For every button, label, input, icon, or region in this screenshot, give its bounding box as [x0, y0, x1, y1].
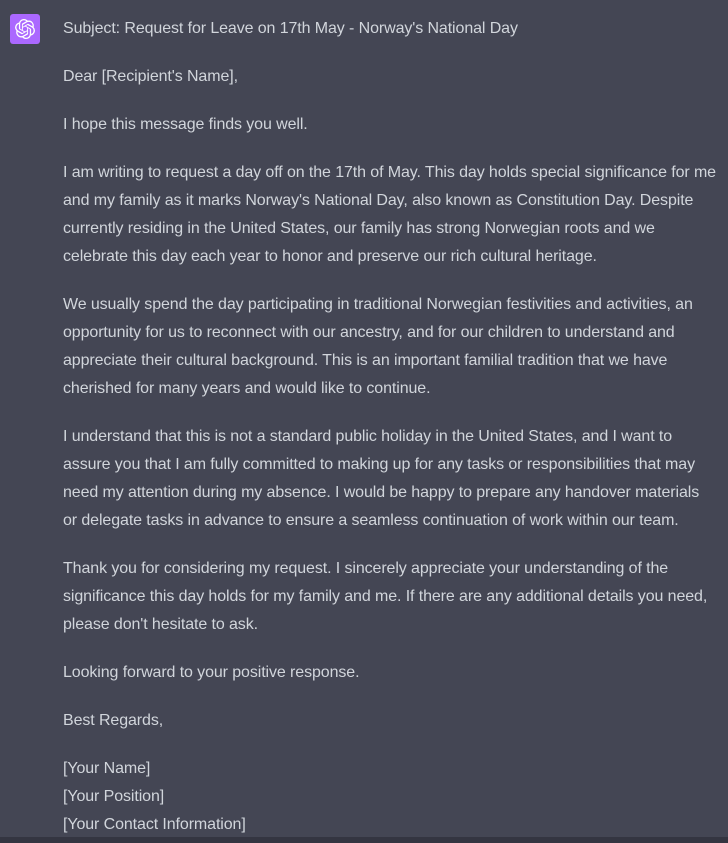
- email-paragraph: Looking forward to your positive response.: [63, 664, 360, 681]
- openai-logo-icon: [15, 19, 35, 39]
- email-paragraph: I hope this message finds you well.: [63, 116, 308, 133]
- email-paragraph: I understand that this is not a standard public holiday in the United States, and I want to assure you that I am fully committed to making up for any tasks or responsibilities that may need my attention during my absence. I would be happy to prepare any handover materials or delegate tasks in advance to ensure a seamless continuation of work within our team.: [63, 428, 700, 529]
- next-row-edge: [0, 837, 728, 843]
- email-greeting: Dear [Recipient's Name],: [63, 68, 238, 85]
- email-subject-line: Subject: Request for Leave on 17th May - Norway's National Day: [63, 20, 518, 37]
- email-closing: Best Regards,: [63, 712, 164, 729]
- email-paragraph: We usually spend the day participating in traditional Norwegian festivities and activities, an opportunity for us to reconnect with our ancestry, and for our children to understand and appreciate their cultural background. This is an important familial tradition that we have cherished for many years and would like to continue.: [63, 296, 693, 397]
- assistant-avatar: [10, 14, 40, 44]
- email-paragraph: I am writing to request a day off on the 17th of May. This day holds special significance for me and my family as it marks Norway's National Day, also known as Constitution Day. Despite currently residing in the United States, our family has strong Norwegian roots and we celebrate this day each year to honor and preserve our rich cultural heritage.: [63, 164, 716, 265]
- email-paragraph: Thank you for considering my request. I sincerely appreciate your understanding of the significance this day holds for my family and me. If there are any additional details you need, please don't hesitate to ask.: [63, 560, 708, 633]
- email-signature-block: [Your Name] [Your Position] [Your Contact Information]: [63, 760, 246, 833]
- message-text: [63, 14, 716, 839]
